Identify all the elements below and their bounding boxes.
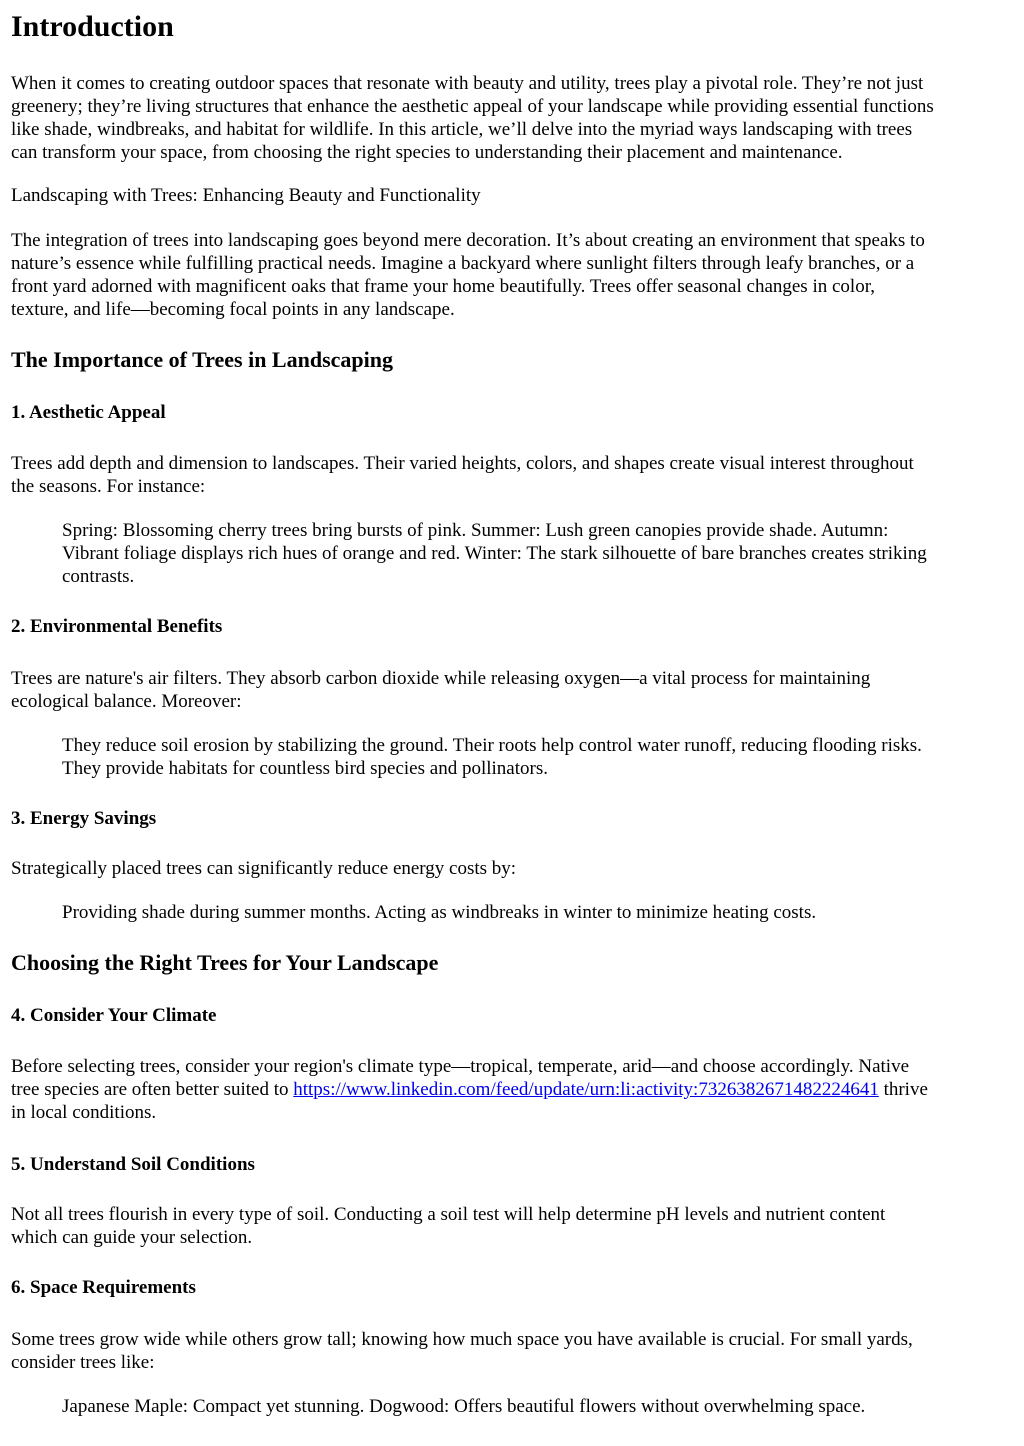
climate-line xyxy=(11,1078,928,1101)
soil-line: which can guide your selection. xyxy=(11,1227,253,1248)
integration-paragraph xyxy=(11,229,925,321)
integration-line: front yard adorned with magnificent oaks that frame your home beautifully. Trees offer seasonal changes in color, xyxy=(11,276,876,297)
space-paragraph xyxy=(11,1328,913,1374)
environmental-quote xyxy=(62,734,922,780)
aesthetic-line: the seasons. For instance: xyxy=(11,476,206,497)
intro-line: like shade, windbreaks, and habitat for wildlife. In this article, we’ll delve into the myriad ways landscaping with trees xyxy=(11,119,913,140)
seasons-quote xyxy=(62,519,927,588)
integration-line: nature’s essence while fulfilling practical needs. Imagine a backyard where sunlight filters through leafy branches, or a xyxy=(11,253,915,274)
subheading-space: 6. Space Requirements xyxy=(11,1277,196,1298)
subheading-soil: 5. Understand Soil Conditions xyxy=(11,1154,255,1175)
soil-line: Not all trees flourish in every type of soil. Conducting a soil test will help determine pH levels and nutrient content xyxy=(11,1204,886,1225)
aesthetic-line: Trees add depth and dimension to landscapes. Their varied heights, colors, and shapes create visual interest throughout xyxy=(11,453,914,474)
space-quote-line: Japanese Maple: Compact yet stunning. Dogwood: Offers beautiful flowers without overwhelming space. xyxy=(62,1396,866,1417)
space-line: Some trees grow wide while others grow tall; knowing how much space you have available is crucial. For small yards, xyxy=(11,1329,913,1350)
section-heading-choosing: Choosing the Right Trees for Your Landscape xyxy=(11,950,439,975)
environmental-line: ecological balance. Moreover: xyxy=(11,691,242,712)
integration-line: The integration of trees into landscaping goes beyond mere decoration. It’s about creating an environment that speaks to xyxy=(11,230,925,251)
climate-line-text: tree species are often better suited to xyxy=(11,1079,294,1100)
seasons-quote-line: Vibrant foliage displays rich hues of orange and red. Winter: The stark silhouette of bare branches creates striking xyxy=(62,543,927,564)
soil-paragraph xyxy=(11,1203,885,1249)
space-line: consider trees like: xyxy=(11,1352,155,1373)
linkedin-activity-link[interactable]: https://www.linkedin.com/feed/update/urn:li:activity:7326382671482224641 xyxy=(293,1079,879,1100)
subheading-climate: 4. Consider Your Climate xyxy=(11,1005,217,1026)
climate-line: Before selecting trees, consider your region's climate type—tropical, temperate, arid—and choose accordingly. Native xyxy=(11,1056,910,1077)
environmental-quote-line: They provide habitats for countless bird species and pollinators. xyxy=(62,758,548,779)
subtitle-paragraph: Landscaping with Trees: Enhancing Beauty and Functionality xyxy=(11,185,481,206)
section-heading-importance: The Importance of Trees in Landscaping xyxy=(11,347,393,372)
environmental-line: Trees are nature's air filters. They absorb carbon dioxide while releasing oxygen—a vital process for maintaining xyxy=(11,668,871,689)
subheading-aesthetic-appeal: 1. Aesthetic Appeal xyxy=(11,402,166,423)
subheading-energy-savings: 3. Energy Savings xyxy=(11,808,157,829)
energy-quote-line: Providing shade during summer months. Acting as windbreaks in winter to minimize heating costs. xyxy=(62,902,817,923)
subheading-environmental-benefits: 2. Environmental Benefits xyxy=(11,616,223,637)
integration-line: texture, and life—becoming focal points in any landscape. xyxy=(11,299,455,320)
space-quote xyxy=(62,1395,865,1418)
climate-paragraph xyxy=(11,1055,928,1124)
energy-paragraph xyxy=(11,857,516,880)
intro-paragraph xyxy=(11,72,934,164)
intro-line: can transform your space, from choosing the right species to understanding their placement and maintenance. xyxy=(11,142,843,163)
climate-line: in local conditions. xyxy=(11,1102,157,1123)
energy-line: Strategically placed trees can significantly reduce energy costs by: xyxy=(11,858,517,879)
page-title: Introduction xyxy=(11,10,174,43)
seasons-quote-line: Spring: Blossoming cherry trees bring bursts of pink. Summer: Lush green canopies provide shade. Autumn: xyxy=(62,520,889,541)
environmental-paragraph xyxy=(11,667,870,713)
environmental-quote-line: They reduce soil erosion by stabilizing the ground. Their roots help control water runoff, reducing flooding risks. xyxy=(62,735,922,756)
intro-line: greenery; they’re living structures that enhance the aesthetic appeal of your landscape while providing essential functions xyxy=(11,96,934,117)
energy-quote xyxy=(62,901,816,924)
seasons-quote-line: contrasts. xyxy=(62,566,135,587)
intro-line: When it comes to creating outdoor spaces that resonate with beauty and utility, trees play a pivotal role. They’re not just xyxy=(11,73,924,94)
aesthetic-paragraph xyxy=(11,452,914,498)
climate-line-text: thrive xyxy=(878,1079,928,1100)
